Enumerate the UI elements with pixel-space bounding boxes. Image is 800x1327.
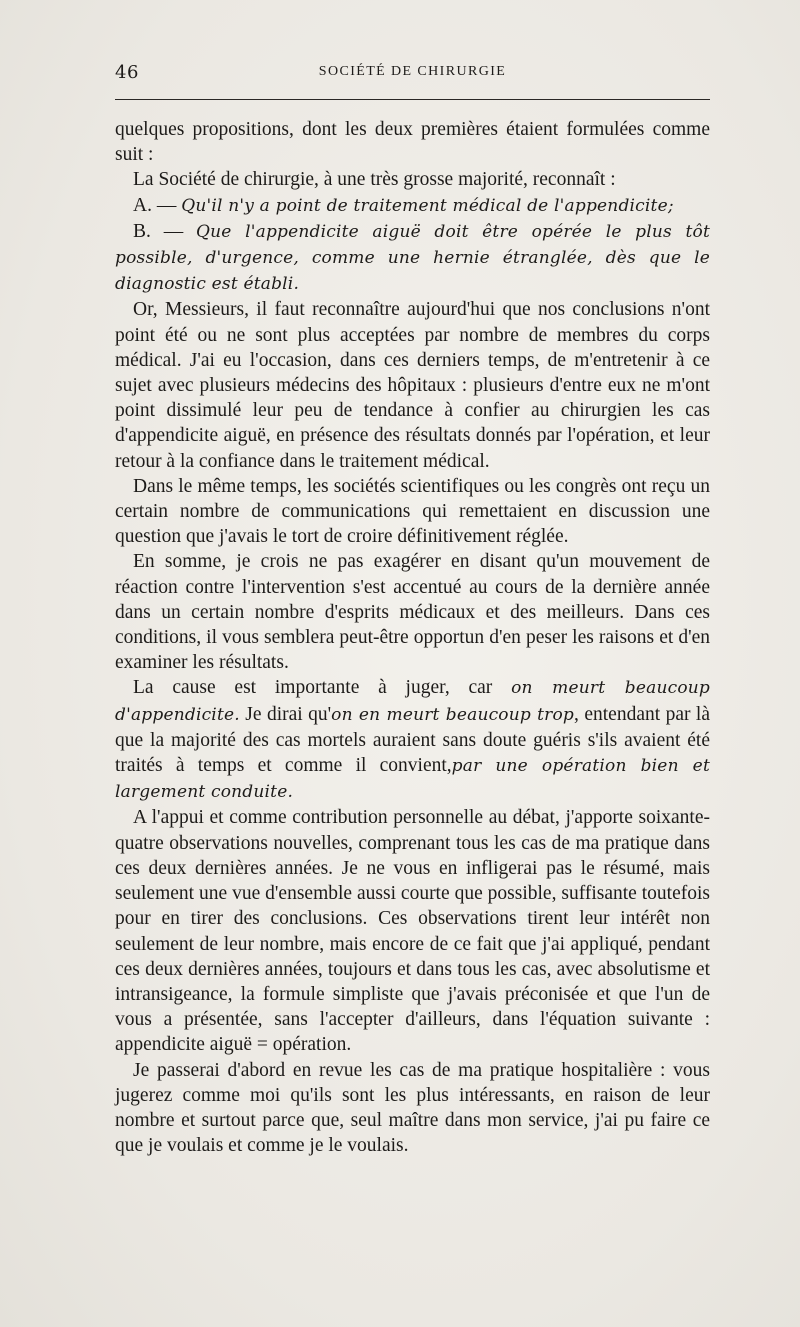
- body-text: [115, 117, 710, 1158]
- paragraph: Dans le même temps, les sociétés scientifiques ou les congrès ont reçu un certain nombre de communications qui remettaient en discussion une question que j'avais le tort de croire définitivement réglée.: [115, 475, 710, 548]
- running-head: SOCIÉTÉ DE CHIRURGIE: [318, 64, 507, 79]
- italic-text: on meurt beaucoup d'appendicite.: [115, 678, 710, 725]
- text-run: , entendant par là que la majorité des cas mortels auraient sans doute guéris s'ils avaient été traités à temps et comme il convient,: [115, 703, 711, 777]
- list-item-b: [115, 219, 710, 298]
- paragraph: En somme, je crois ne pas exagérer en disant qu'un mouvement de réaction contre l'intervention s'est accentué au cours de la dernière année dans un certain nombre d'esprits médicaux et des meilleurs. Dans ces conditions, il vous semblera peut-être opportun d'en peser les raisons et d'en examiner les résultats.: [115, 551, 710, 674]
- list-item-a: [115, 193, 710, 219]
- paragraph: [115, 675, 710, 805]
- page-header: [115, 62, 710, 88]
- item-label: B. —: [133, 220, 197, 242]
- page-number: 46: [115, 62, 139, 83]
- italic-text: on en meurt beaucoup trop: [331, 704, 575, 725]
- paragraph: La Société de chirurgie, à une très grosse majorité, reconnaît :: [133, 169, 616, 191]
- item-label: A. —: [133, 194, 182, 216]
- italic-text: Que l'appendicite aiguë doit être opérée le plus tôt possible, d'urgence, comme une hernie étranglée, dès que le diagnostic est établi.: [115, 221, 710, 295]
- italic-text: par une opération bien et largement conduite.: [115, 756, 710, 803]
- header-rule: [115, 99, 710, 100]
- paragraph: A l'appui et comme contribution personnelle au débat, j'apporte soixante-quatre observations nouvelles, comprenant tous les cas de ma pratique dans ces deux dernières années. Je ne vous en infligerai pas le résumé, mais seulement une vue d'ensemble aussi courte que possible, suffisante toutefois pour en tirer des conclusions. Ces observations tirent leur intérêt non seulement de leur nombre, mais encore de ce fait que j'ai appliqué, pendant ces deux dernières années, toujours et dans tous les cas, avec absolutisme et intransigeance, la formule simpliste que j'avais préconisée et que l'un de vous a présentée, sans l'accepter d'ailleurs, dans l'équation suivante : appendicite aiguë = opération.: [115, 807, 710, 1056]
- text-run: La cause est importante à juger, car: [133, 677, 512, 699]
- text-run: Je dirai qu': [239, 703, 332, 725]
- italic-text: Qu'il n'y a point de traitement médical de l'appendicite;: [181, 195, 674, 216]
- paragraph: Je passerai d'abord en revue les cas de ma pratique hospitalière : vous jugerez comme moi qu'ils sont les plus intéressants, en raison de leur nombre et surtout parce que, seul maître dans mon service, j'ai pu faire ce que je voulais et comme je le voulais.: [115, 1059, 710, 1157]
- paragraph: Or, Messieurs, il faut reconnaître aujourd'hui que nos conclusions n'ont point été ou ne sont plus acceptées par nombre de membres du corps médical. J'ai eu l'occasion, dans ces derniers temps, de m'entretenir à ce sujet avec plusieurs médecins des hôpitaux : plusieurs d'entre eux ne m'ont point dissimulé leur peu de tendance à confier au chirurgien les cas d'appendicite aiguë, en présence des résultats donnés par l'opération, et leur retour à la confiance dans le traitement médical.: [115, 299, 710, 472]
- paragraph: quelques propositions, dont les deux premières étaient formulées comme suit :: [115, 119, 710, 166]
